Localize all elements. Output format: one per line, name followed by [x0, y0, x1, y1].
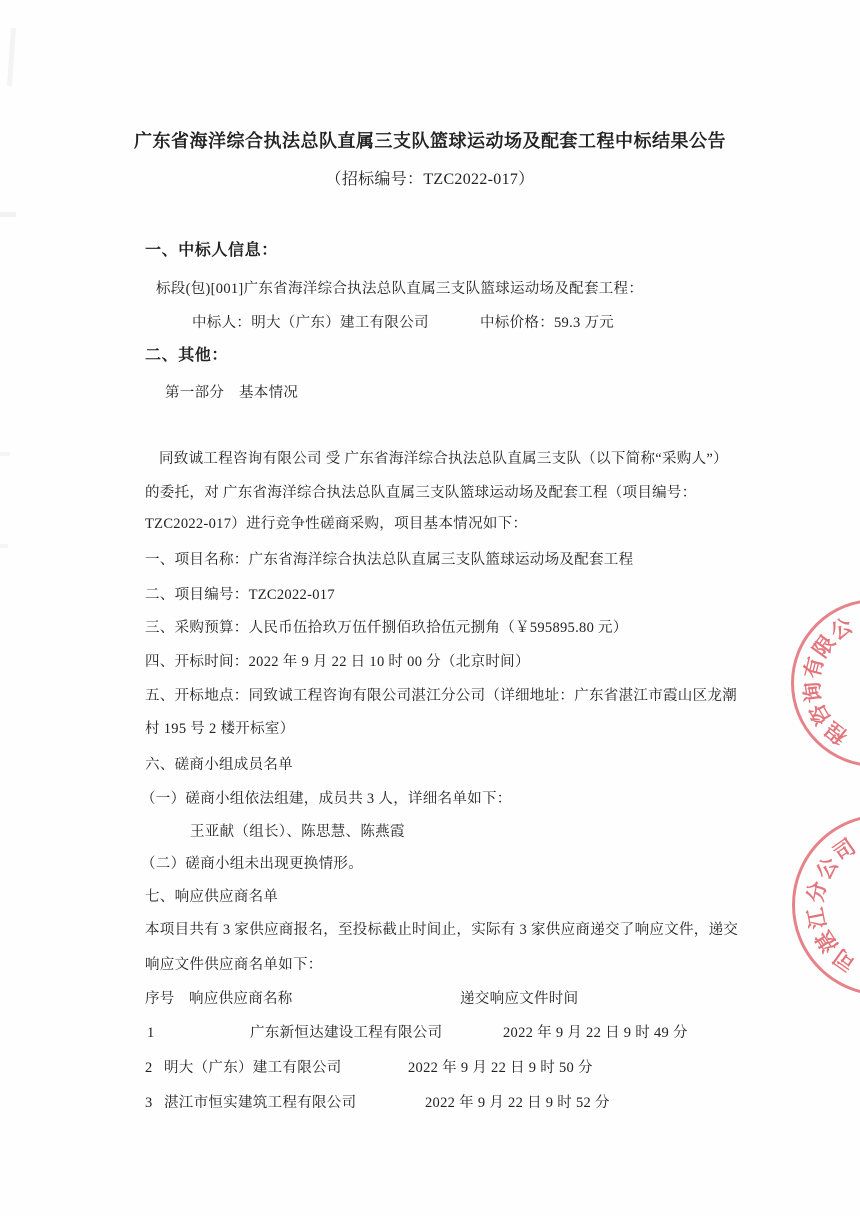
stamp-character: 司	[829, 835, 860, 867]
suppliers-note-line-2: 响应文件供应商名单如下：	[145, 957, 323, 973]
stamp-character: 咨	[805, 699, 836, 730]
scan-artifact	[0, 452, 10, 456]
suppliers-heading-line: 七、响应供应商名单	[145, 889, 279, 905]
supplier-name: 广东新恒达建设工程有限公司	[250, 1025, 443, 1041]
col-time-header: 递交响应文件时间	[460, 991, 579, 1007]
open-time-line: 四、开标时间：2022 年 9 月 22 日 10 时 00 分（北京时间）	[145, 654, 530, 670]
suppliers-note-line-1: 本项目共有 3 家供应商报名，至投标截止时间止，实际有 3 家供应商递交了响应文件，递交	[145, 922, 739, 938]
supplier-no: 1	[147, 1025, 155, 1041]
supplier-name: 湛江市恒实建筑工程有限公司	[164, 1095, 357, 1111]
supplier-no: 2	[145, 1060, 153, 1076]
intro-paragraph-line-1: 同致诚工程咨询有限公司 受 广东省海洋综合执法总队直属三支队（以下简称“采购人”）	[159, 451, 728, 467]
bid-number-subtitle: （招标编号：TZC2022-017）	[325, 171, 535, 188]
open-place-line-2: 村 195 号 2 楼开标室）	[145, 721, 295, 737]
supplier-name: 明大（广东）建工有限公司	[164, 1060, 342, 1076]
scan-artifact	[0, 212, 16, 217]
panel-heading-line: 六、磋商小组成员名单	[145, 757, 293, 773]
col-name-header: 响应供应商名称	[189, 991, 293, 1007]
lot-line: 标段(包)[001]广东省海洋综合执法总队直属三支队篮球运动场及配套工程：	[156, 281, 644, 297]
stamp-character: 江	[804, 905, 831, 931]
stamp-character: 公	[826, 614, 857, 645]
winner-name: 中标人：明大（广东）建工有限公司	[192, 315, 429, 331]
winner-price: 中标价格：59.3 万元	[480, 315, 615, 331]
stamp-character: 公	[812, 853, 843, 884]
intro-paragraph-line-3: TZC2022-017）进行竞争性磋商采购，项目基本情况如下：	[145, 516, 528, 532]
stamp-character: 程	[821, 716, 853, 748]
stamp-character: 限	[809, 631, 841, 662]
scan-artifact	[0, 544, 8, 548]
stamp-character: 询	[800, 680, 827, 705]
supplier-time: 2022 年 9 月 22 日 9 时 52 分	[425, 1095, 610, 1111]
stamp-character: 司	[829, 943, 860, 975]
other-heading: 二、其他：	[145, 347, 229, 364]
project-code-line: 二、项目编号：TZC2022-017	[145, 587, 335, 603]
supplier-time: 2022 年 9 月 22 日 9 时 50 分	[408, 1060, 593, 1076]
col-no-header: 序号	[145, 991, 175, 1007]
open-place-line-1: 五、开标地点：同致诚工程咨询有限公司湛江分公司（详细地址：广东省湛江市霞山区龙潮	[145, 688, 737, 704]
panel-change-line: （二）磋商小组未出现更换情形。	[141, 856, 363, 872]
budget-line: 三、采购预算：人民币伍拾玖万伍仟捌佰玖拾伍元捌角（￥595895.80 元）	[145, 620, 628, 636]
intro-paragraph-line-2: 的委托，对 广东省海洋综合执法总队直属三支队篮球运动场及配套工程（项目编号：	[145, 485, 697, 501]
panel-formation-line: （一）磋商小组依法组建，成员共 3 人，详细名单如下：	[141, 791, 512, 807]
supplier-no: 3	[145, 1095, 153, 1111]
project-name-line: 一、项目名称：广东省海洋综合执法总队直属三支队篮球运动场及配套工程	[145, 552, 634, 568]
panel-members-line: 王亚献（组长）、陈思慧、陈燕霞	[190, 824, 405, 840]
page-title: 广东省海洋综合执法总队直属三支队篮球运动场及配套工程中标结果公告	[134, 131, 726, 151]
supplier-time: 2022 年 9 月 22 日 9 时 49 分	[503, 1025, 688, 1041]
stamp-character: 湛	[812, 926, 843, 957]
stamp-character: 有	[800, 654, 829, 681]
scan-artifact	[7, 28, 16, 86]
part-one-heading: 第一部分 基本情况	[165, 385, 299, 401]
winner-info-heading: 一、中标人信息：	[145, 242, 278, 259]
stamp-character: 分	[804, 879, 831, 905]
